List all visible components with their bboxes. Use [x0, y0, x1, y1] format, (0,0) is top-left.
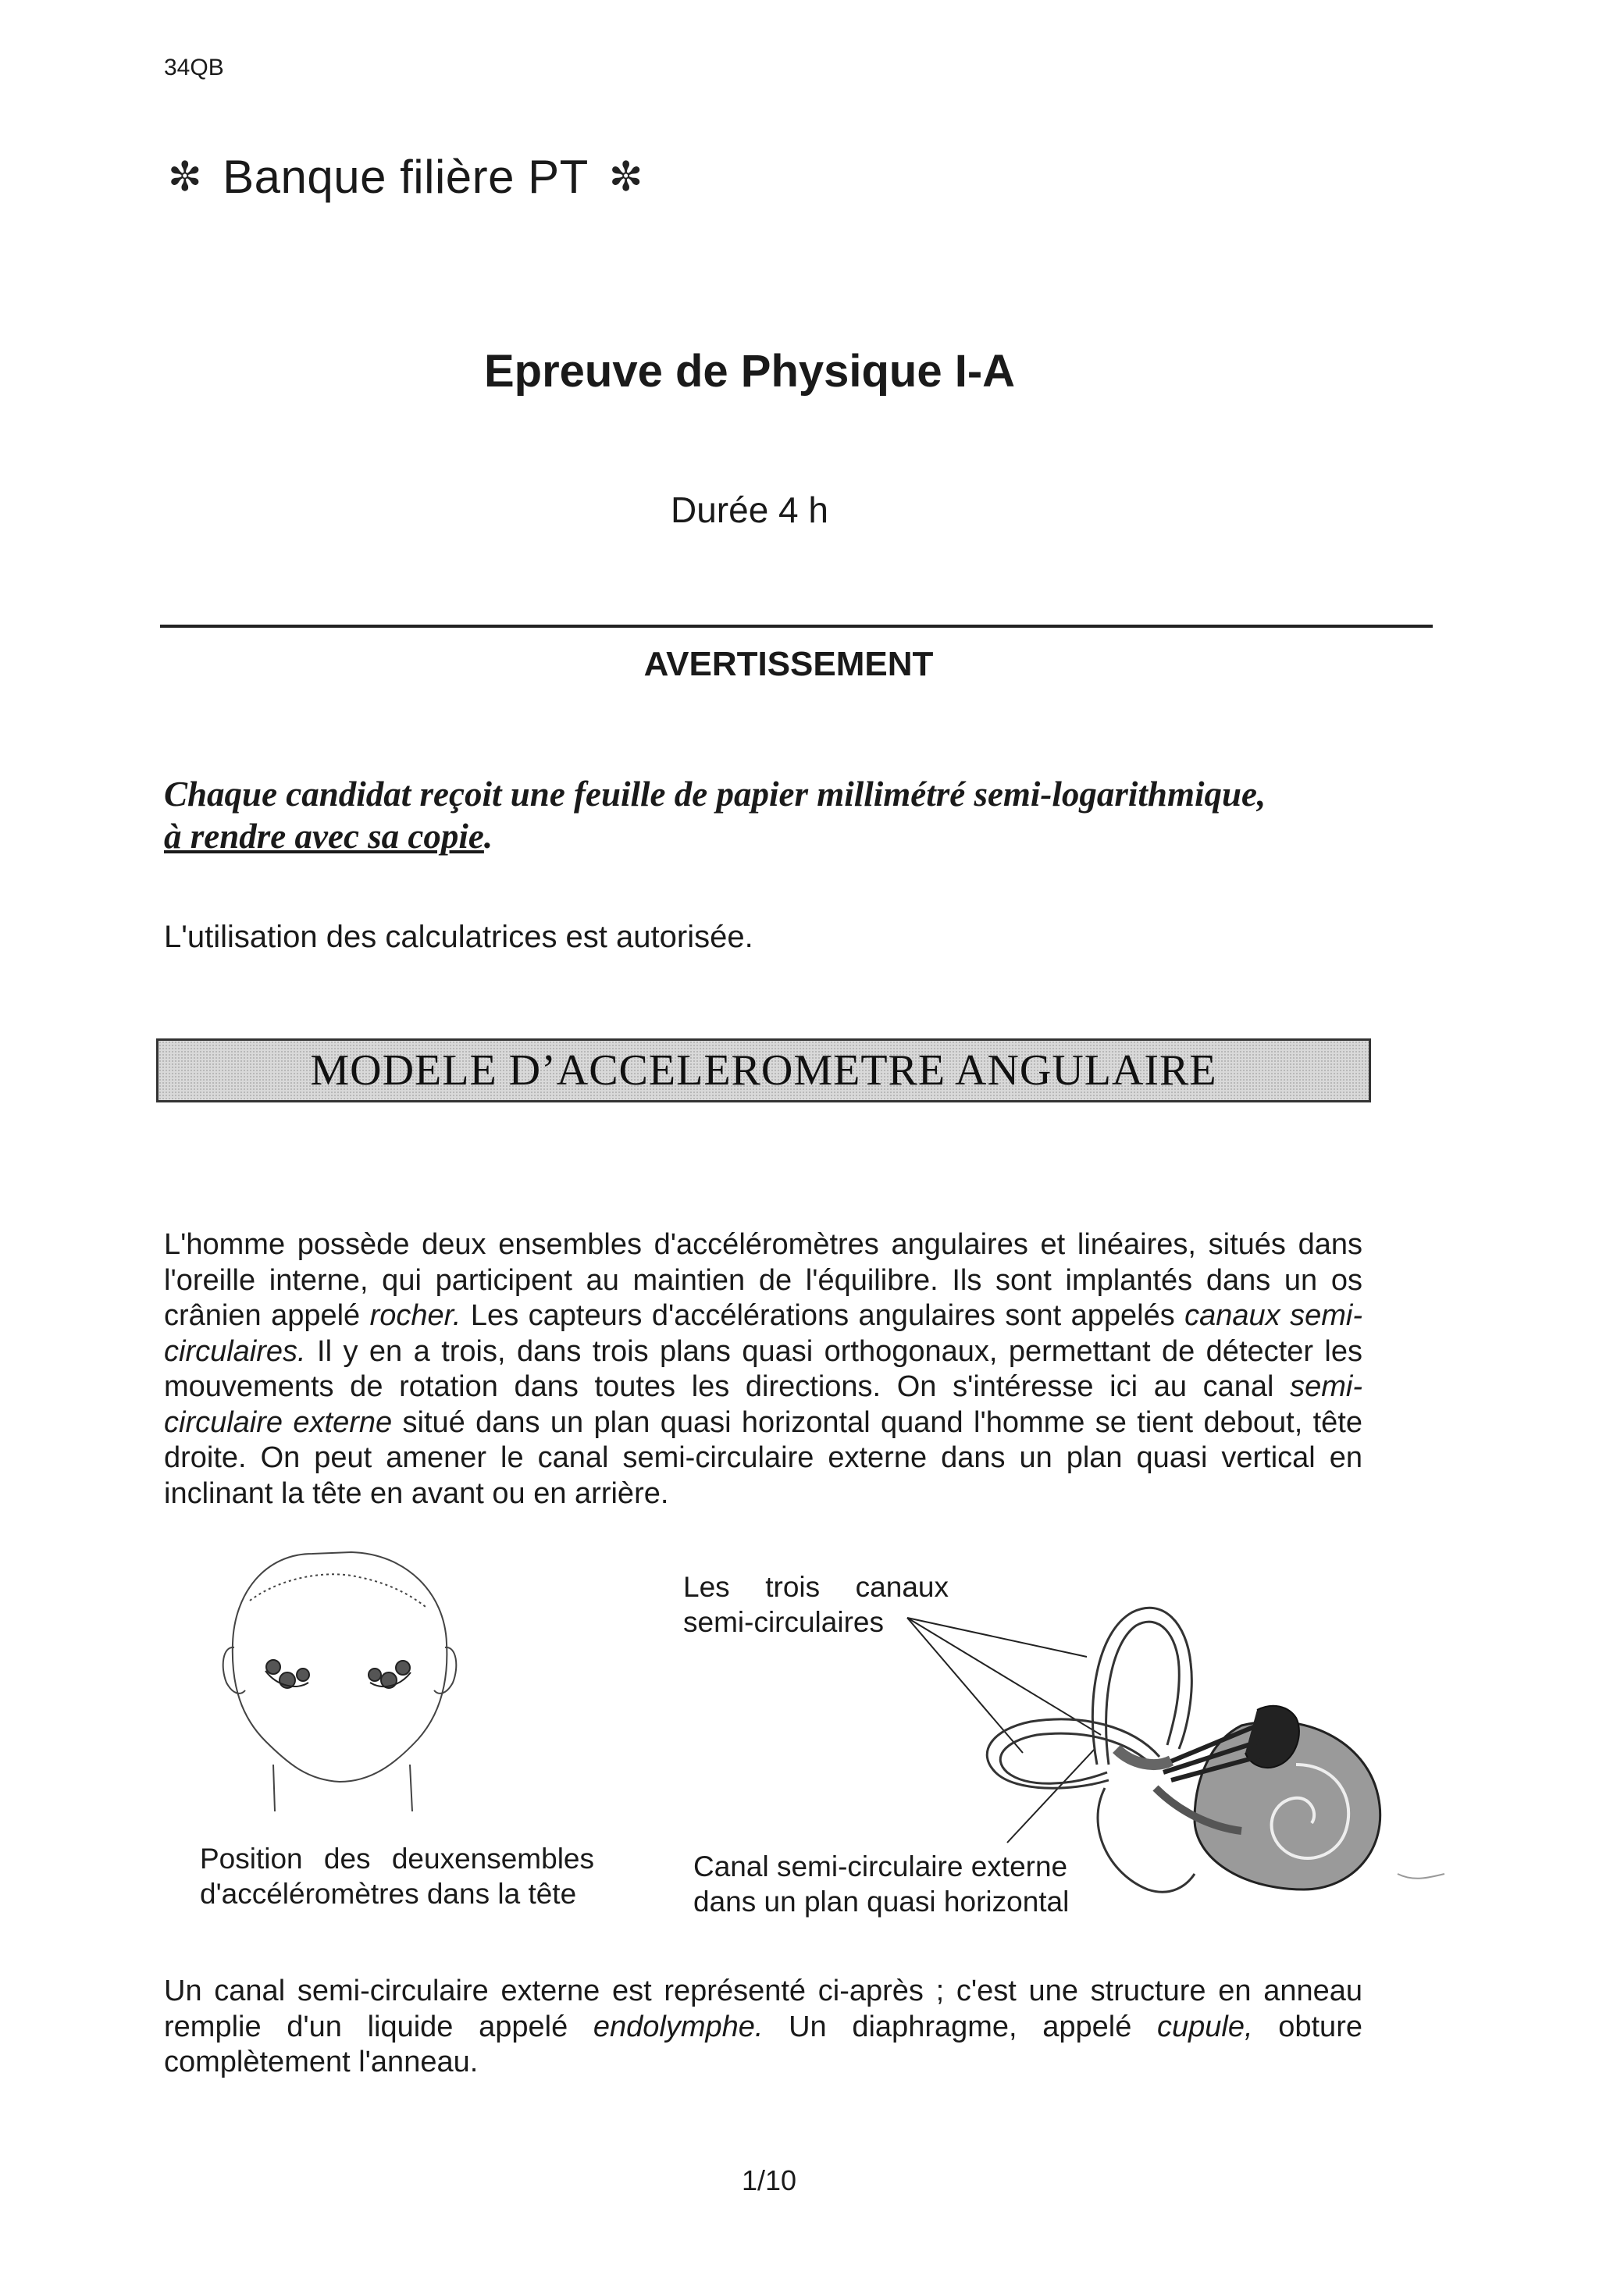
- warning-text: [164, 773, 1382, 857]
- section-banner: [156, 1038, 1371, 1102]
- warning-line-2: à rendre avec sa copie: [164, 817, 484, 856]
- snowflake-icon: ✼: [608, 154, 643, 200]
- bank-title-line: [168, 150, 643, 204]
- head-drawing: [223, 1552, 457, 1811]
- term-canaux: canaux semi-circulaires.: [164, 1299, 1362, 1368]
- term-canal-externe: semi-circulaire externe: [164, 1370, 1362, 1439]
- outro-paragraph: Un canal semi-circulaire externe est représenté ci-après ; c'est une structure en anneau remplie d'un liquide appelé endolymphe. Un diaphragme, appelé cupule, obture complètement l'anneau.: [164, 1975, 1362, 2078]
- term-rocher: rocher.: [369, 1299, 461, 1332]
- caption-external-canal: Canal semi-circulaire externe dans un plan quasi horizontal: [693, 1850, 1070, 1918]
- page-number: 1/10: [741, 2164, 797, 2196]
- exam-code: 34QB: [164, 55, 224, 80]
- warning-line-1: Chaque candidat reçoit une feuille de papier millimétré semi-logarithmique,: [164, 775, 1266, 814]
- exam-title: Epreuve de Physique I-A: [483, 346, 1016, 397]
- section-title: MODELE D’ACCELEROMETRE ANGULAIRE: [310, 1046, 1217, 1095]
- bank-title: Banque filière PT: [223, 151, 589, 203]
- caption-canals: Les trois canaux semi-circulaires: [683, 1571, 949, 1638]
- calculator-note: L'utilisation des calculatrices est autorisée.: [164, 920, 753, 954]
- head-ear-organs: [265, 1660, 411, 1688]
- snowflake-icon: ✼: [168, 154, 203, 200]
- cochlea-drawing: [1116, 1706, 1444, 1889]
- caption-head: Position des deuxensembles d'accéléromètres dans la tête: [200, 1843, 594, 1910]
- warning-heading: AVERTISSEMENT: [643, 645, 934, 683]
- warning-line-2-end: .: [483, 817, 493, 856]
- term-cupule: cupule,: [1157, 2010, 1253, 2043]
- exam-duration: Durée 4 h: [670, 490, 828, 530]
- intro-paragraph: L'homme possède deux ensembles d'accéléromètres angulaires et linéaires, situés dans l'oreille interne, qui participent au maintien de l'équilibre. Ils sont implantés dans un os crânien appelé rocher. Les capteurs d'accélérations angulaires sont appelés canaux semi-circulaires. Il y en a trois, dans trois plans quasi orthogonaux, permettant de détecter les mouvements de rotation dans toutes les directions. On s'intéresse ici au canal semi-circulaire externe situé dans un plan quasi horizontal quand l'homme se tient debout, tête droite. On peut amener le canal semi-circulaire externe dans un plan quasi vertical en inclinant la tête en avant ou en arrière.: [164, 1228, 1362, 1510]
- term-endolymphe: endolymphe.: [593, 2010, 764, 2043]
- horizontal-rule: [160, 625, 1433, 628]
